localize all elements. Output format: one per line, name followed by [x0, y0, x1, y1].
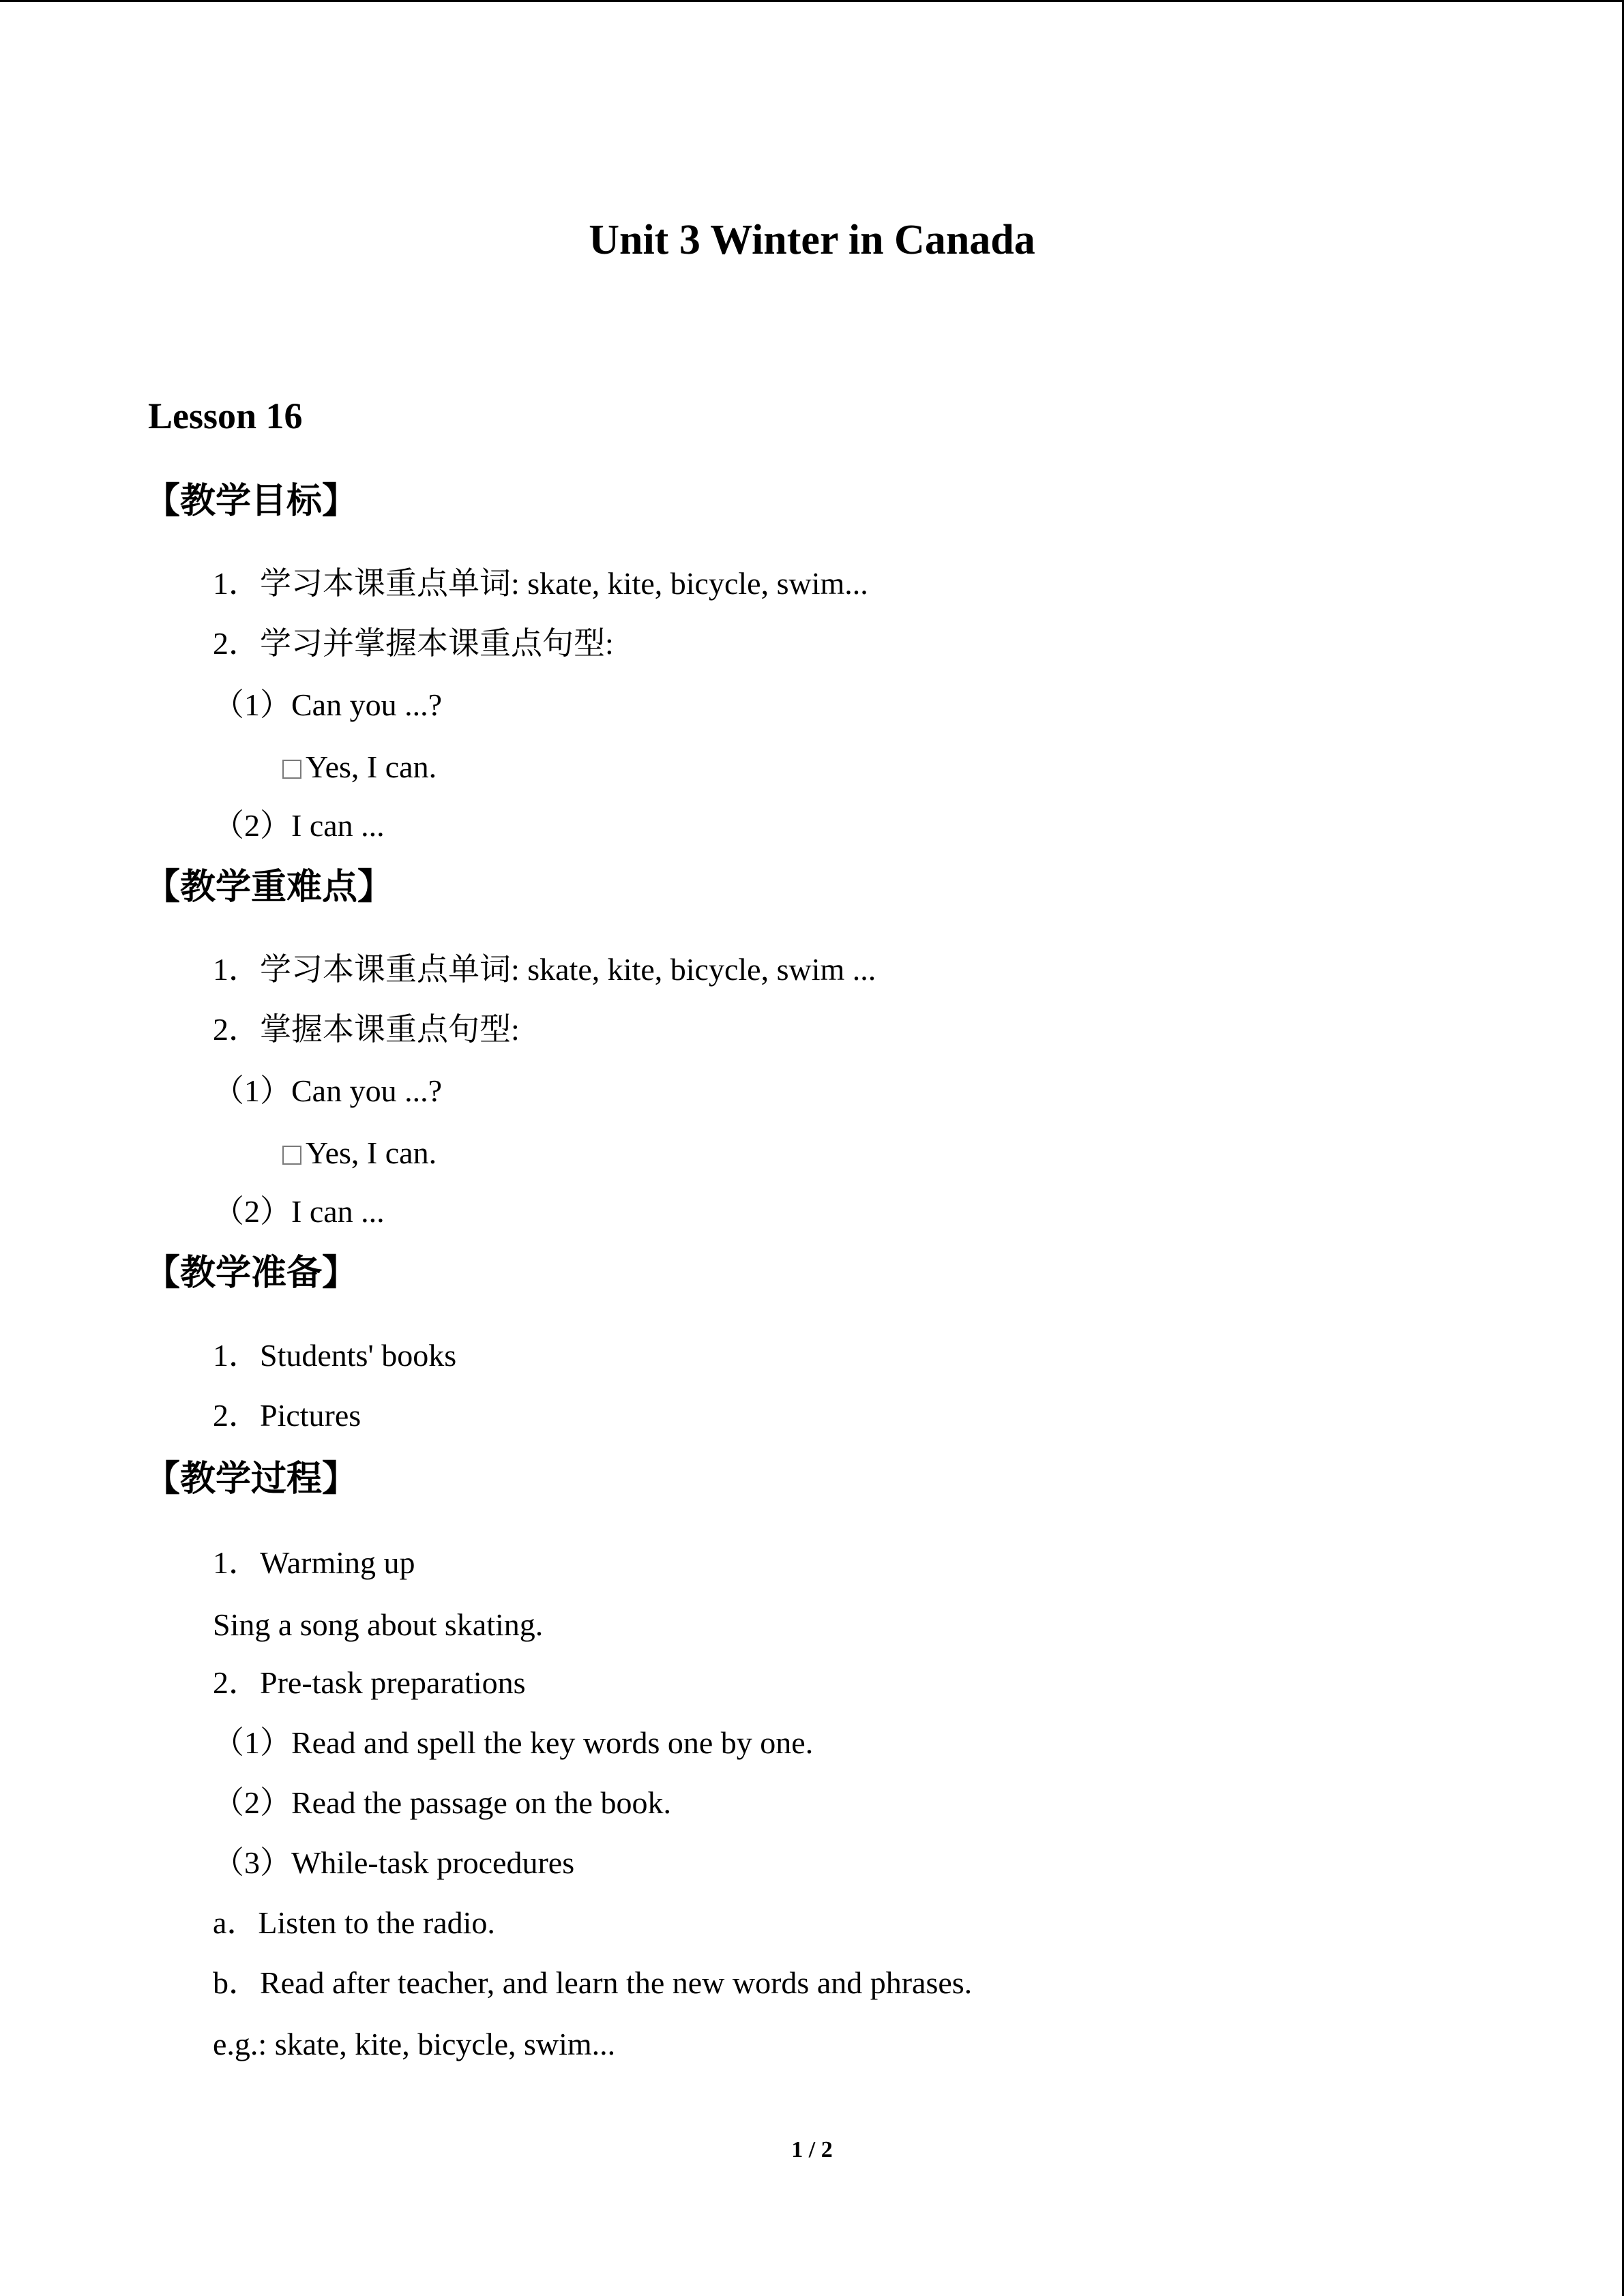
key-points-item-1: 1．学习本课重点单词: skate, kite, bicycle, swim ... [213, 952, 876, 987]
key-points-answer-line [282, 1137, 437, 1169]
process-example: e.g.: skate, kite, bicycle, swim... [213, 2027, 616, 2061]
objectives-item-1: 1．学习本课重点单词: skate, kite, bicycle, swim... [213, 566, 868, 601]
key-points-subitem-1: （1）Can you ...? [213, 1073, 443, 1108]
process-subitem-2: （2）Read the passage on the book. [213, 1785, 671, 1820]
process-step-a: a．Listen to the radio. [213, 1905, 495, 1940]
section-heading-process: 【教学过程】 [145, 1459, 358, 1500]
process-step-b: b．Read after teacher, and learn the new words and phrases. [213, 1965, 973, 2000]
page-number: 1 / 2 [791, 2137, 833, 2162]
objectives-subitem-1: （1）Can you ...? [213, 687, 443, 722]
objectives-answer-line [282, 751, 437, 783]
key-points-answer-text: Yes, I can. [306, 1135, 437, 1170]
preparation-item-2: 2．Pictures [213, 1398, 361, 1433]
preparation-item-1: 1．Students' books [213, 1338, 457, 1373]
empty-box-icon [282, 760, 301, 779]
objectives-answer-text: Yes, I can. [306, 749, 437, 784]
process-subitem-3: （3）While-task procedures [213, 1845, 575, 1880]
objectives-item-2: 2．学习并掌握本课重点句型: [213, 626, 614, 661]
process-item-1: 1．Warming up [213, 1545, 415, 1580]
process-item-2: 2．Pre-task preparations [213, 1665, 526, 1700]
empty-box-icon [282, 1146, 301, 1165]
section-heading-objectives: 【教学目标】 [145, 481, 358, 522]
document-title: Unit 3 Winter in Canada [589, 217, 1035, 263]
key-points-subitem-2: （2）I can ... [213, 1194, 385, 1229]
process-subitem-1: （1）Read and spell the key words one by one. [213, 1725, 814, 1760]
process-text-1: Sing a song about skating. [213, 1607, 544, 1642]
key-points-item-2: 2．掌握本课重点句型: [213, 1012, 520, 1047]
section-heading-preparation: 【教学准备】 [145, 1253, 358, 1294]
lesson-heading: Lesson 16 [148, 396, 303, 436]
objectives-subitem-2: （2）I can ... [213, 808, 385, 843]
section-heading-key-points: 【教学重难点】 [145, 867, 394, 908]
